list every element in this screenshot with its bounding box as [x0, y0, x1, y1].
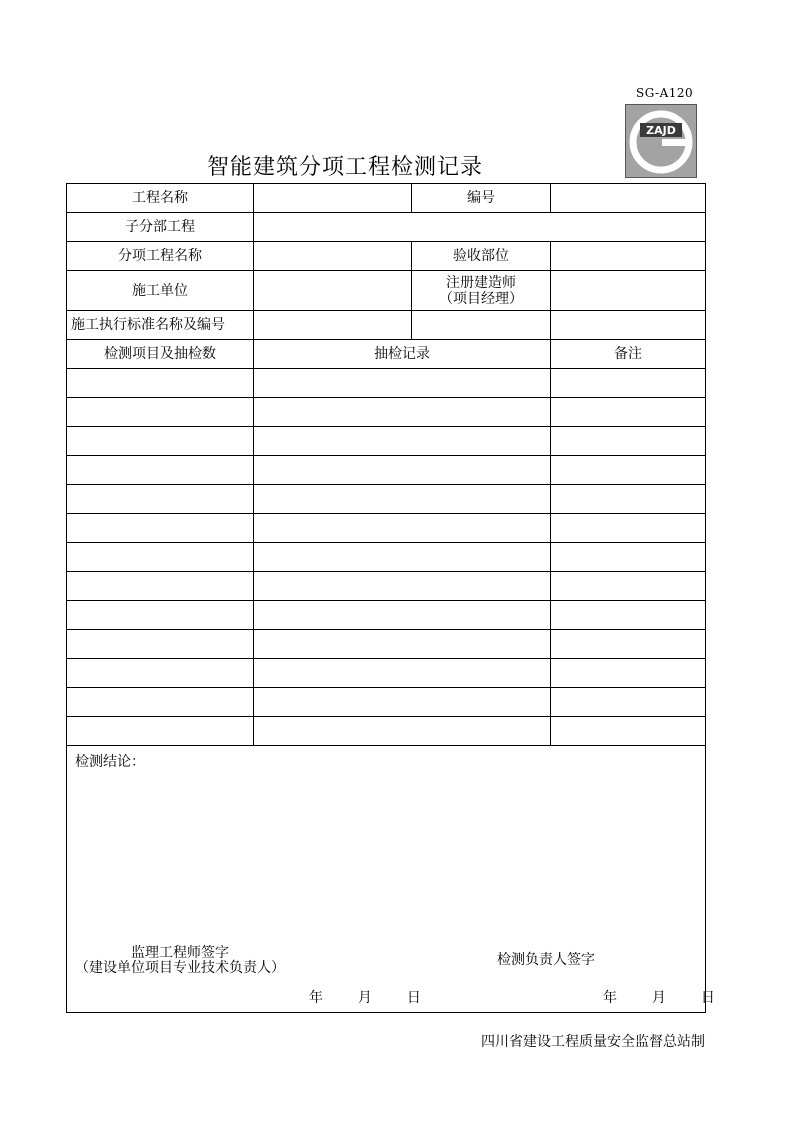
record-row	[67, 601, 706, 630]
zajd-logo	[625, 104, 697, 178]
project-name-label: 工程名称	[67, 184, 254, 213]
record-item-cell[interactable]	[67, 572, 254, 601]
record-remark-cell[interactable]	[551, 630, 706, 659]
record-row	[67, 398, 706, 427]
record-detail-cell[interactable]	[254, 659, 551, 688]
row-standard	[67, 311, 706, 340]
checker-date-month: 月	[651, 990, 666, 1006]
project-name-field[interactable]	[254, 184, 412, 213]
record-detail-cell[interactable]	[254, 572, 551, 601]
checker-date[interactable]	[603, 990, 715, 1006]
record-item-cell[interactable]	[67, 369, 254, 398]
record-remark-cell[interactable]	[551, 659, 706, 688]
record-item-cell[interactable]	[67, 601, 254, 630]
supervisor-date[interactable]	[309, 990, 421, 1006]
record-remark-cell[interactable]	[551, 485, 706, 514]
record-item-cell[interactable]	[67, 688, 254, 717]
record-remark-cell[interactable]	[551, 688, 706, 717]
record-remark-cell[interactable]	[551, 601, 706, 630]
record-item-cell[interactable]	[67, 659, 254, 688]
registered-builder-label-line1: 注册建造师	[446, 274, 516, 291]
construction-unit-field[interactable]	[254, 271, 412, 311]
issuer-footer: 四川省建设工程质量安全监督总站制	[481, 1034, 705, 1050]
supervisor-date-year: 年	[309, 990, 323, 1006]
supervisor-date-month: 月	[357, 990, 372, 1006]
col-header-items: 检测项目及抽检数	[67, 340, 254, 369]
record-item-cell[interactable]	[67, 717, 254, 746]
supervisor-signature-line2: （建设单位项目专业技术负责人）	[75, 960, 285, 976]
conclusion-cell[interactable]	[67, 746, 715, 1013]
standard-field-3[interactable]	[551, 311, 706, 340]
record-row	[67, 485, 706, 514]
record-detail-cell[interactable]	[254, 514, 551, 543]
sub-item-name-label: 分项工程名称	[67, 242, 254, 271]
construction-unit-label: 施工单位	[67, 271, 254, 311]
standard-field[interactable]	[254, 311, 412, 340]
record-detail-cell[interactable]	[254, 485, 551, 514]
record-detail-cell[interactable]	[254, 543, 551, 572]
row-sub-item	[67, 242, 706, 271]
supervisor-date-day: 日	[406, 990, 421, 1006]
checker-signature-label: 检测负责人签字	[497, 952, 595, 968]
registered-builder-label	[412, 271, 551, 311]
record-detail-cell[interactable]	[254, 369, 551, 398]
inspection-form-table	[66, 183, 715, 1013]
record-row	[67, 659, 706, 688]
record-row	[67, 717, 706, 746]
row-sub-division	[67, 213, 706, 242]
record-detail-cell[interactable]	[254, 427, 551, 456]
record-detail-cell[interactable]	[254, 456, 551, 485]
row-column-headers	[67, 340, 706, 369]
sub-division-field[interactable]	[254, 213, 706, 242]
record-item-cell[interactable]	[67, 485, 254, 514]
row-construction-unit	[67, 271, 706, 311]
record-row	[67, 688, 706, 717]
record-remark-cell[interactable]	[551, 543, 706, 572]
row-conclusion	[67, 746, 706, 1013]
row-project-name	[67, 184, 706, 213]
record-detail-cell[interactable]	[254, 688, 551, 717]
record-row	[67, 630, 706, 659]
record-row	[67, 572, 706, 601]
record-remark-cell[interactable]	[551, 398, 706, 427]
logo-emblem-icon	[626, 105, 696, 177]
record-row	[67, 543, 706, 572]
col-header-remarks: 备注	[551, 340, 706, 369]
sub-division-label: 子分部工程	[67, 213, 254, 242]
record-item-cell[interactable]	[67, 514, 254, 543]
supervisor-signature-line1: 监理工程师签字	[131, 945, 229, 961]
record-detail-cell[interactable]	[254, 398, 551, 427]
checker-date-day: 日	[700, 990, 715, 1006]
record-remark-cell[interactable]	[551, 514, 706, 543]
registered-builder-field[interactable]	[551, 271, 706, 311]
record-remark-cell[interactable]	[551, 427, 706, 456]
record-item-cell[interactable]	[67, 456, 254, 485]
record-detail-cell[interactable]	[254, 630, 551, 659]
registered-builder-label-line2: （项目经理）	[439, 290, 523, 307]
record-item-cell[interactable]	[67, 427, 254, 456]
record-detail-cell[interactable]	[254, 601, 551, 630]
sub-item-name-field[interactable]	[254, 242, 412, 271]
acceptance-part-label: 验收部位	[412, 242, 551, 271]
acceptance-part-field[interactable]	[551, 242, 706, 271]
record-remark-cell[interactable]	[551, 369, 706, 398]
conclusion-label: 检测结论：	[75, 754, 145, 770]
record-detail-cell[interactable]	[254, 717, 551, 746]
record-remark-cell[interactable]	[551, 456, 706, 485]
standard-label: 施工执行标准名称及编号	[67, 311, 254, 340]
record-remark-cell[interactable]	[551, 572, 706, 601]
record-row	[67, 514, 706, 543]
standard-field-2[interactable]	[412, 311, 551, 340]
record-remark-cell[interactable]	[551, 717, 706, 746]
record-item-cell[interactable]	[67, 543, 254, 572]
record-row	[67, 427, 706, 456]
record-rows	[67, 369, 706, 746]
form-code: SG-A120	[636, 86, 694, 100]
number-label: 编号	[412, 184, 551, 213]
record-row	[67, 369, 706, 398]
record-item-cell[interactable]	[67, 630, 254, 659]
record-row	[67, 456, 706, 485]
col-header-records: 抽检记录	[254, 340, 551, 369]
page-title: 智能建筑分项工程检测记录	[206, 155, 483, 180]
number-field[interactable]	[551, 184, 706, 213]
logo-text: ZAJD	[646, 124, 676, 137]
record-item-cell[interactable]	[67, 398, 254, 427]
checker-date-year: 年	[603, 990, 617, 1006]
supervisor-signature-label	[75, 946, 285, 976]
